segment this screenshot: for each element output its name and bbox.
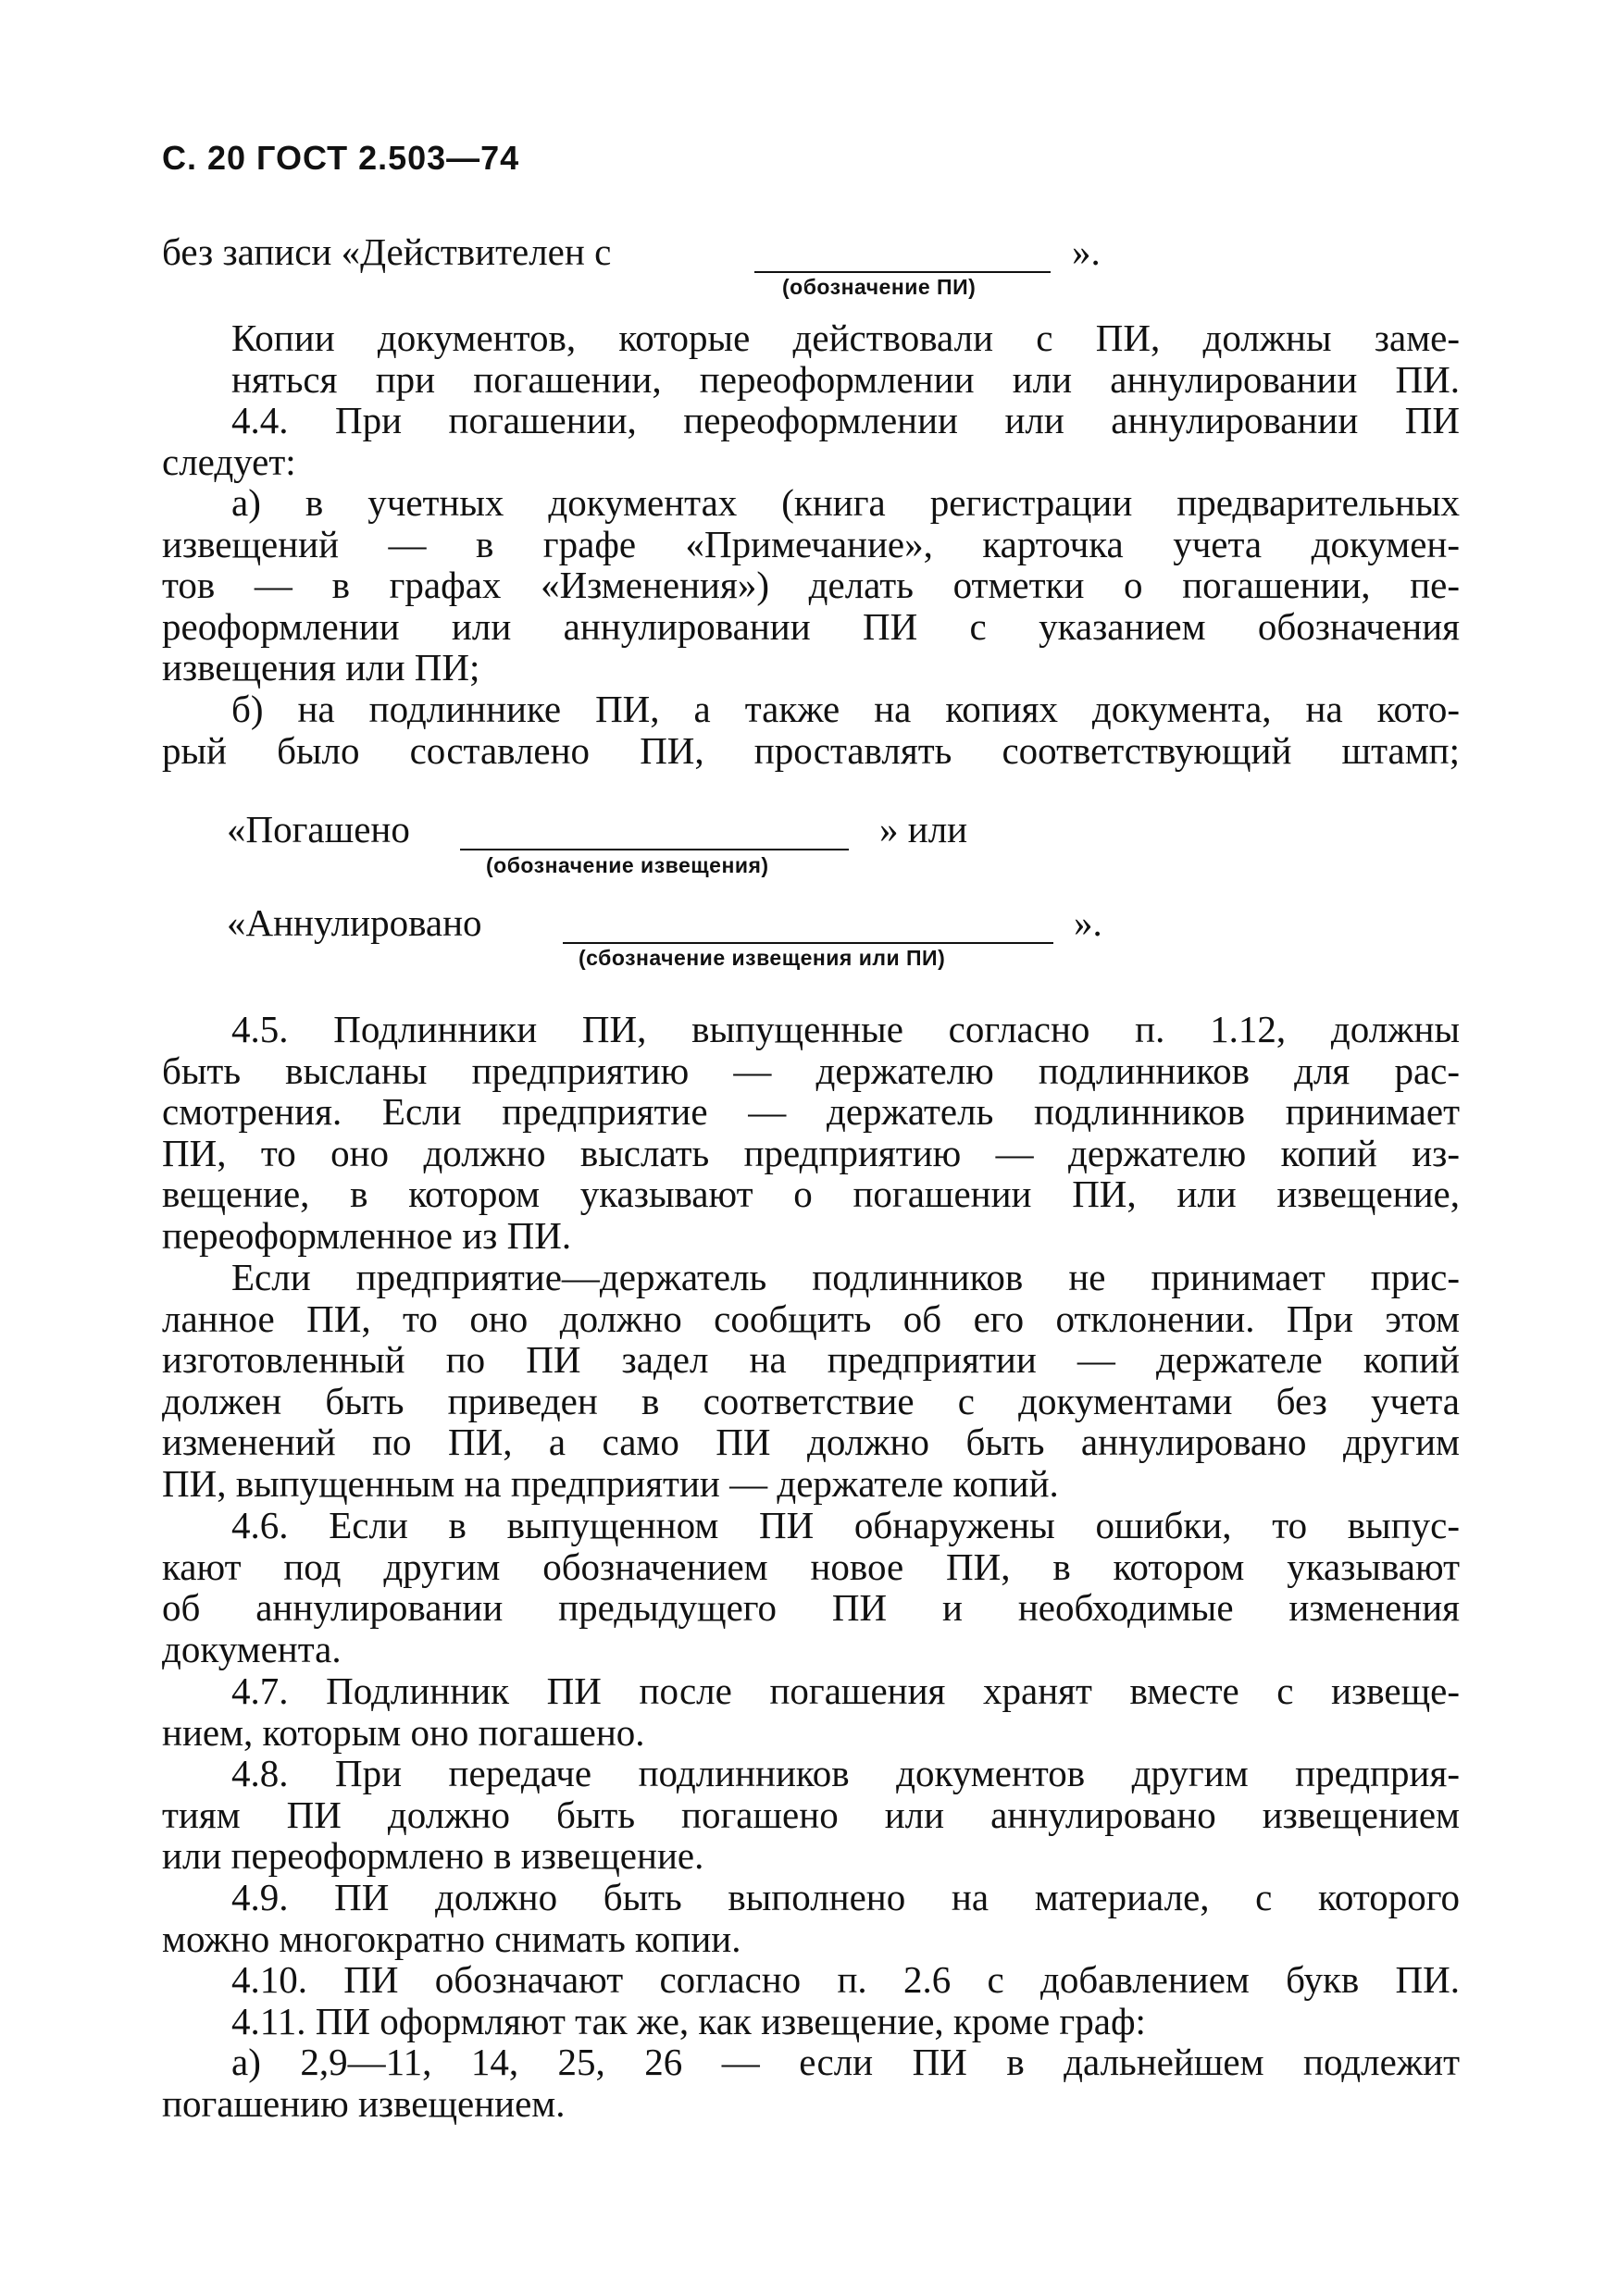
paragraph-line: следует: <box>162 440 296 483</box>
paragraph-line: ланное ПИ, то оно должно сообщить об его отклонении. При этом <box>162 1297 1460 1340</box>
paragraph-copies <box>162 317 1460 400</box>
paragraph-line: об аннулировании предыдущего ПИ и необходимые изменения <box>162 1586 1460 1630</box>
paragraph-4-7 <box>162 1670 1460 1753</box>
paragraph-line: рый было составлено ПИ, проставлять соответствующий штамп; <box>162 728 1460 772</box>
paragraph-line: 4.9. ПИ должно быть выполнено на материале, с которого <box>231 1876 1460 1918</box>
paragraph-4-10 <box>162 1959 1460 2001</box>
paragraph-line: б) на подлиннике ПИ, а также на копиях документа, на кото- <box>231 688 1460 730</box>
stamp-pogasheno-line <box>460 849 849 850</box>
paragraph-line: 4.4. При погашении, переоформлении или аннулировании ПИ <box>231 399 1460 441</box>
paragraph-line: изготовленный по ПИ задел на предприятии — держателе копий <box>162 1338 1460 1382</box>
paragraph-line: смотрения. Если предприятие — держатель подлинников принимает <box>162 1090 1460 1134</box>
paragraph-4-5-rejection <box>162 1257 1460 1505</box>
paragraph-line: изменений по ПИ, а само ПИ должно быть аннулировано другим <box>162 1421 1460 1464</box>
paragraph-4-4-a <box>162 482 1460 689</box>
paragraph-line: а) в учетных документах (книга регистрации предварительных <box>231 481 1460 524</box>
paragraph-line: 4.8. При передаче подлинников документов другим предприя- <box>231 1752 1460 1794</box>
paragraph-line: документа. <box>162 1627 342 1670</box>
intro-fill-line <box>754 271 1051 273</box>
intro-line-caption: (обозначение ПИ) <box>782 275 977 299</box>
paragraph-line: вещение, в котором указывают о погашении ПИ, или извещение, <box>162 1173 1460 1216</box>
intro-line-text: без записи «Действителен с <box>162 230 612 273</box>
paragraph-4-6 <box>162 1505 1460 1669</box>
paragraph-line: ПИ, то оно должно выслать предприятию — держателю копий из- <box>162 1131 1460 1174</box>
paragraph-line: а) 2,9—11, 14, 25, 26 — если ПИ в дальнейшем подлежит <box>231 2041 1460 2083</box>
paragraph-line: должен быть приведен в соответствие с документами без учета <box>162 1379 1460 1422</box>
stamp-annulirovano-text: «Аннулировано <box>227 901 482 944</box>
stamp-pogasheno-caption: (обозначение извещения) <box>486 853 769 877</box>
paragraph-4-4 <box>162 400 1460 482</box>
paragraph-line: или переоформлено в извещение. <box>162 1834 704 1878</box>
paragraph-line: нием, которым оно погашено. <box>162 1710 645 1754</box>
paragraph-line: 4.6. Если в выпущенном ПИ обнаружены ошибки, то выпус- <box>231 1504 1460 1546</box>
page-header: С. 20 ГОСТ 2.503—74 <box>162 139 520 177</box>
paragraph-4-4-b <box>162 689 1460 771</box>
intro-line-closing: ». <box>1072 230 1101 273</box>
paragraph-line: няться при погашении, переоформлении или аннулировании ПИ. <box>231 357 1460 401</box>
paragraph-line: переоформленное из ПИ. <box>162 1213 572 1257</box>
paragraph-4-11-a <box>162 2042 1460 2124</box>
paragraph-line: 4.11. ПИ оформляют так же, как извещение, кроме граф: <box>231 2000 1146 2042</box>
paragraph-line: быть высланы предприятию — держателю подлинников для рас- <box>162 1049 1460 1092</box>
paragraph-line: Копии документов, которые действовали с ПИ, должны заме- <box>231 316 1460 359</box>
stamp-pogasheno-closing: » или <box>879 808 968 850</box>
paragraph-line: ПИ, выпущенным на предприятии — держателе копий. <box>162 1461 1059 1505</box>
paragraph-line: можно многократно снимать копии. <box>162 1917 741 1960</box>
paragraph-line: реоформлении или аннулировании ПИ с указанием обозначения <box>162 604 1460 648</box>
paragraph-line: 4.5. Подлинники ПИ, выпущенные согласно п. 1.12, должны <box>231 1008 1460 1050</box>
stamp-annulirovano-caption: (сбозначение извещения или ПИ) <box>579 946 946 970</box>
paragraph-line: извещений — в графе «Примечание», карточка учета докумен- <box>162 522 1460 565</box>
paragraph-line: кают под другим обозначением новое ПИ, в котором указывают <box>162 1545 1460 1588</box>
stamp-pogasheno-text: «Погашено <box>227 808 410 850</box>
paragraph-line: тиям ПИ должно быть погашено или аннулировано извещением <box>162 1793 1460 1836</box>
paragraph-line: извещения или ПИ; <box>162 646 480 689</box>
paragraph-line: 4.7. Подлинник ПИ после погашения хранят вместе с извеще- <box>231 1669 1460 1712</box>
paragraph-line: Если предприятие—держатель подлинников не принимает прис- <box>231 1256 1460 1298</box>
paragraph-4-11 <box>162 2001 1460 2042</box>
stamp-annulirovano-closing: ». <box>1074 901 1102 944</box>
paragraph-line: погашению извещением. <box>162 2081 566 2125</box>
paragraph-4-5 <box>162 1009 1460 1257</box>
paragraph-4-9 <box>162 1877 1460 1959</box>
paragraph-line: тов — в графах «Изменения») делать отметки о погашении, пе- <box>162 564 1460 607</box>
paragraph-4-8 <box>162 1753 1460 1877</box>
paragraph-line: 4.10. ПИ обозначают согласно п. 2.6 с добавлением букв ПИ. <box>231 1958 1460 2001</box>
stamp-annulirovano-line <box>563 942 1053 944</box>
